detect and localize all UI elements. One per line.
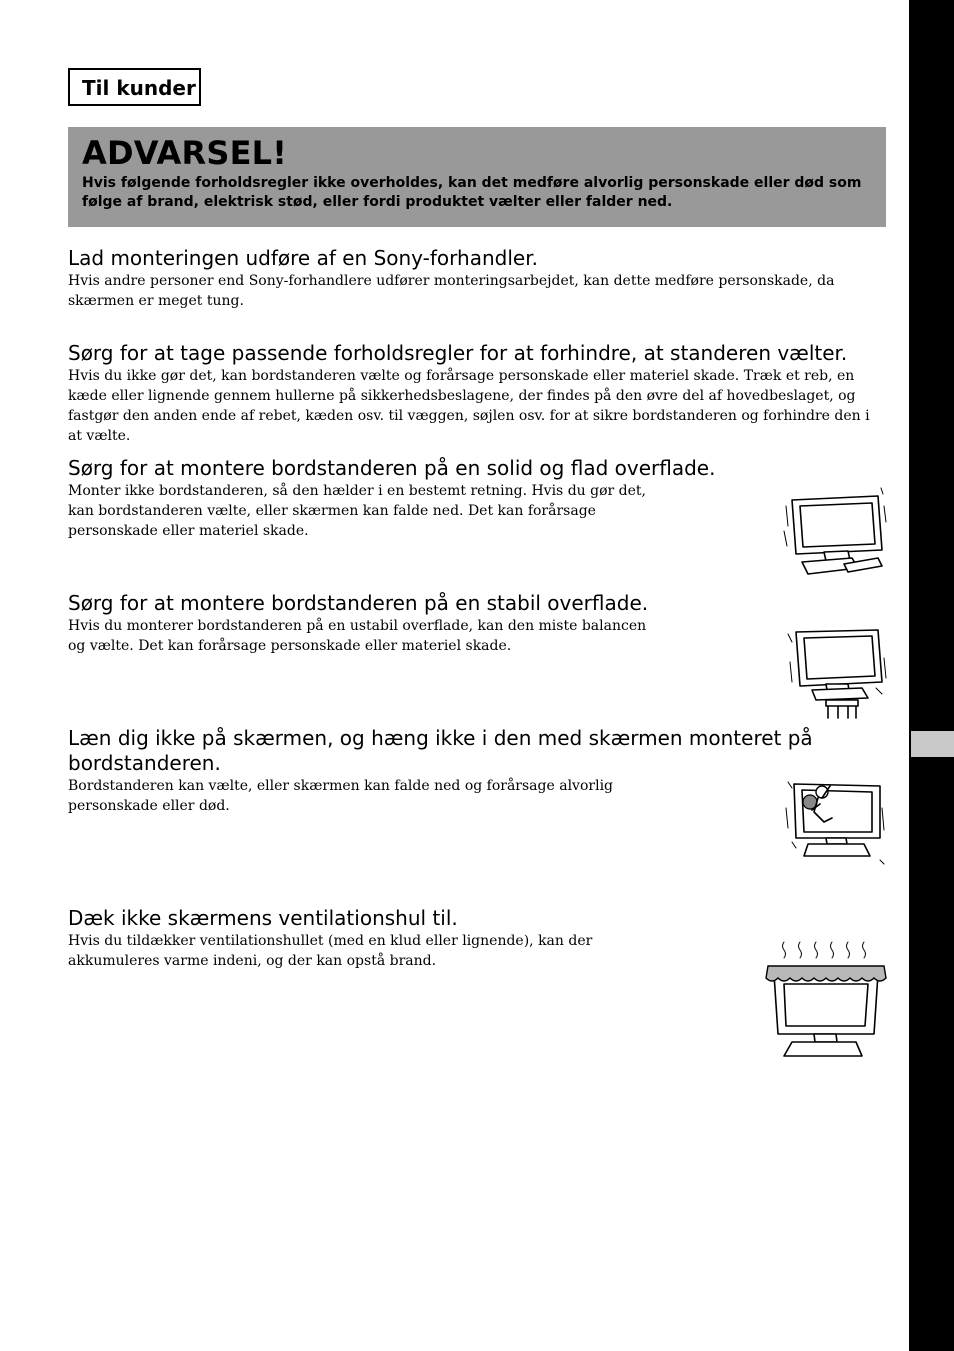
unstable-monitor-illustration <box>786 622 890 720</box>
section-body: Hvis andre personer end Sony-forhandlere udfører monteringsarbejdet, kan dette medføre personskade, da skærmen er meget tung. <box>68 273 835 309</box>
section-stable-surface <box>68 591 768 656</box>
section-body: Monter ikke bordstanderen, så den hælder i en bestemt retning. Hvis du gør det, kan bordstanderen vælte, eller skærmen kan falde ned. Det kan forårsage personskade eller materiel skade. <box>68 483 646 539</box>
warning-text: Hvis følgende forholdsregler ikke overholdes, kan det medføre alvorlig personskade eller død som følge af brand, elektrisk stød, eller fordi produktet vælter eller falder ned. <box>82 175 862 210</box>
section-no-leaning <box>68 726 868 816</box>
section-heading: Lad monteringen udføre af en Sony-forhandler. <box>68 246 538 270</box>
section-body: Hvis du ikke gør det, kan bordstanderen vælte og forårsage personskade eller materiel skade. Træk et reb, en kæde eller lignende gennem hullerne på sikkerhedsbeslagene, der findes på den øvre del af hovedbeslaget, og fastgør den anden ende af rebet, kæden osv. til væggen, søjlen osv. for at sikre bordstanderen og forhindre den i at vælte. <box>68 368 870 444</box>
tilted-monitor-illustration <box>782 486 888 582</box>
warning-title: ADVARSEL! <box>82 134 288 172</box>
page-edge-bar <box>909 0 954 1351</box>
section-heading: Sørg for at montere bordstanderen på en solid og flad overflade. <box>68 456 716 480</box>
section-dealer-install <box>68 246 848 311</box>
warning-box <box>68 127 886 227</box>
audience-label: Til kunder <box>68 68 201 106</box>
section-flat-surface <box>68 456 768 541</box>
person-hanging-illustration <box>784 778 888 868</box>
section-body: Hvis du tildækker ventilationshullet (med en klud eller lignende), kan der akkumuleres varme indeni, og der kan opstå brand. <box>68 933 593 969</box>
section-tab-marker <box>911 731 954 757</box>
covered-vent-illustration <box>764 938 890 1068</box>
section-body: Bordstanderen kan vælte, eller skærmen kan falde ned og forårsage alvorlig personskade eller død. <box>68 778 614 814</box>
section-ventilation <box>68 906 768 971</box>
section-heading: Læn dig ikke på skærmen, og hæng ikke i den med skærmen monteret på bordstanderen. <box>68 726 813 775</box>
section-prevent-tipping <box>68 341 888 446</box>
section-heading: Sørg for at montere bordstanderen på en stabil overflade. <box>68 591 649 615</box>
section-heading: Dæk ikke skærmens ventilationshul til. <box>68 906 458 930</box>
section-body: Hvis du monterer bordstanderen på en ustabil overflade, kan den miste balancen og vælte. Det kan forårsage personskade eller materiel skade. <box>68 618 647 654</box>
section-heading: Sørg for at tage passende forholdsregler for at forhindre, at standeren vælter. <box>68 341 848 365</box>
